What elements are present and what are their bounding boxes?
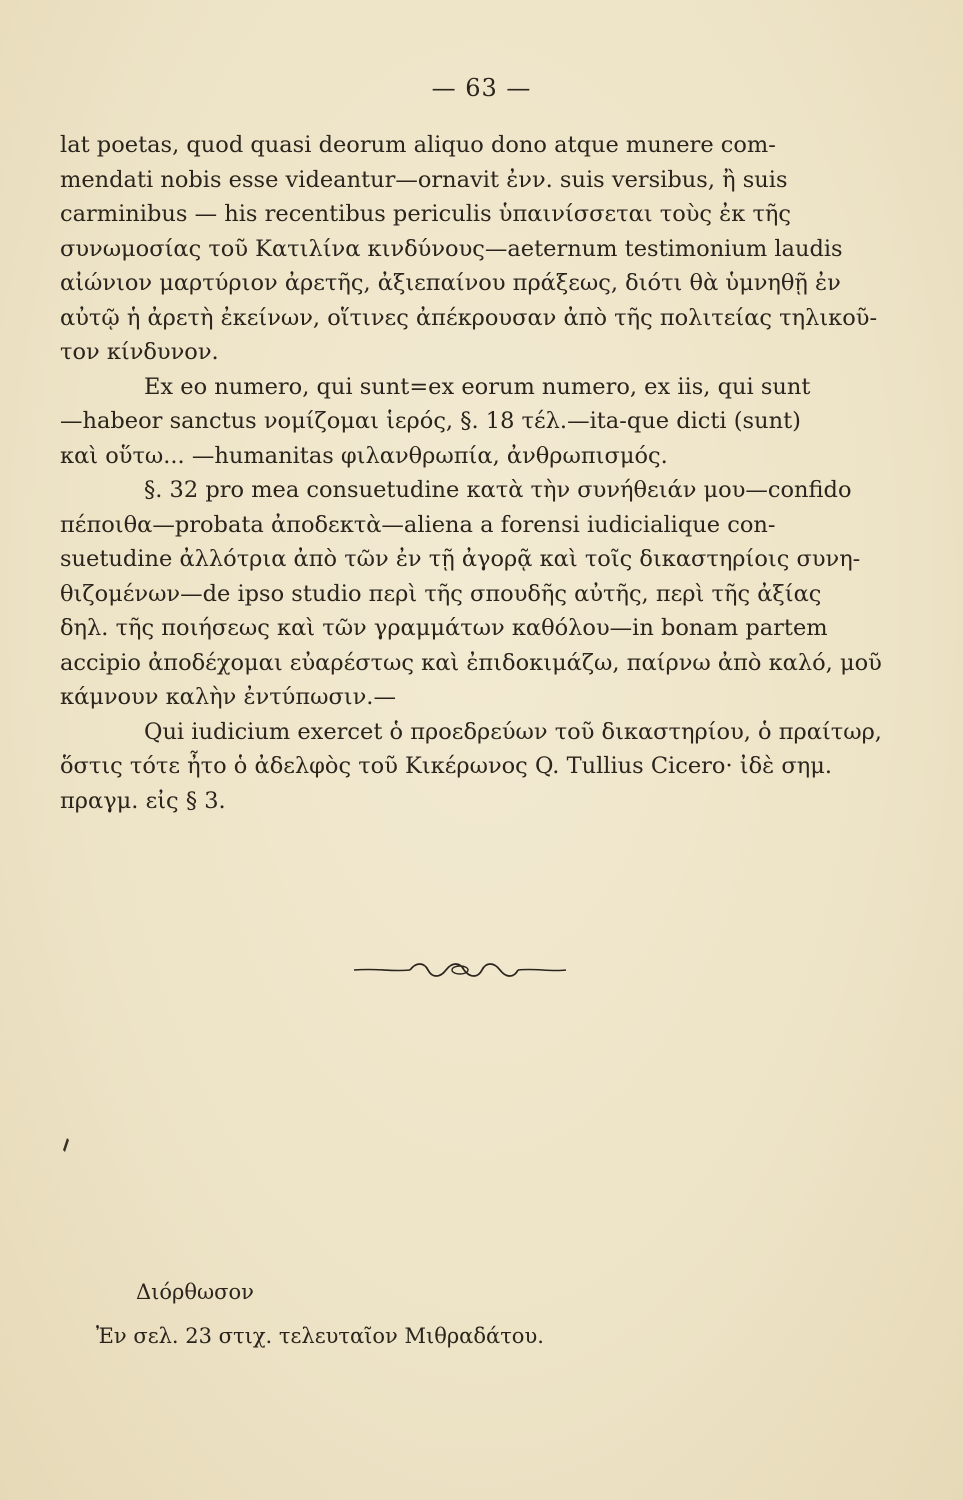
text-line: πραγμ. εἰς § 3.	[60, 787, 226, 814]
errata-note	[96, 1270, 544, 1358]
page-number: — 63 —	[431, 74, 532, 102]
commentary-body	[60, 128, 892, 818]
text-line: συνωμοσίας τοῦ Κατιλίνα κινδύνους—aeternum testimonium laudis	[60, 235, 843, 262]
text-line: δηλ. τῆς ποιήσεως καὶ τῶν γραμμάτων καθόλου—in bonam partem	[60, 615, 828, 641]
paragraph-3	[60, 473, 892, 715]
text-line: Ex eo numero, qui sunt=ex eorum numero, ex iis, qui sunt	[144, 373, 811, 400]
text-line: αἰώνιον μαρτύριον ἀρετῆς, ἀξιεπαίνου πράξεως, διότι θὰ ὑμνηθῇ ἐν	[60, 270, 841, 296]
text-line: κάμνουν καλὴν ἐντύπωσιν.—	[60, 684, 396, 710]
text-line: ὅστις τότε ἦτο ὁ ἀδελφὸς τοῦ Κικέρωνος Q. Tullius Cicero· ἰδὲ σημ.	[60, 753, 832, 779]
text-line: καὶ οὕτω... —humanitas φιλανθρωπία, ἀνθρωπισμός.	[60, 442, 668, 469]
errata-line: Ἐν σελ. 23 στιχ. τελευταῖον Μιθραδάτου.	[96, 1324, 544, 1348]
text-line: §. 32 pro mea consuetudine κατὰ τὴν συνήθειάν μου—confido	[144, 477, 852, 503]
paragraph-2	[60, 370, 892, 474]
ink-blot	[62, 1138, 70, 1152]
text-line: mendati nobis esse videantur—ornavit ἐνν. suis versibus, ἢ suis	[60, 166, 788, 193]
text-line: carminibus — his recentibus periculis ὑπαινίσσεται τοὺς ἐκ τῆς	[60, 201, 791, 227]
text-line: —habeor sanctus νομίζομαι ἱερός, §. 18 τέλ.—ita-que dicti (sunt)	[60, 408, 801, 434]
text-line: lat poetas, quod quasi deorum aliquo dono atque munere com-	[60, 132, 776, 158]
text-line: θιζομένων—de ipso studio περὶ τῆς σπουδῆς αὐτῆς, περὶ τῆς ἀξίας	[60, 580, 822, 607]
text-line: accipio ἀποδέχομαι εὐαρέστως καὶ ἐπιδοκιμάζω, παίρνω ἀπὸ καλό, μοῦ	[60, 649, 882, 676]
text-line: suetudine ἀλλότρια ἀπὸ τῶν ἐν τῇ ἀγορᾷ καὶ τοῖς δικαστηρίοις συνη-	[60, 546, 861, 572]
paragraph-4	[60, 715, 892, 819]
text-line: αὐτῷ ἡ ἀρετὴ ἐκείνων, οἵτινες ἀπέκρουσαν ἀπὸ τῆς πολιτείας τηλικοῦ-	[60, 304, 878, 331]
text-line: Qui iudicium exercet ὁ προεδρεύων τοῦ δικαστηρίου, ὁ πραίτωρ,	[144, 718, 882, 745]
text-line: πέποιθα—probata ἀποδεκτὰ—aliena a forensi iudicialique con-	[60, 511, 776, 538]
paragraph-1	[60, 128, 892, 370]
decorative-rule-icon	[350, 958, 570, 982]
errata-title: Διόρθωσον	[136, 1280, 254, 1304]
text-line: τον κίνδυνον.	[60, 339, 219, 365]
